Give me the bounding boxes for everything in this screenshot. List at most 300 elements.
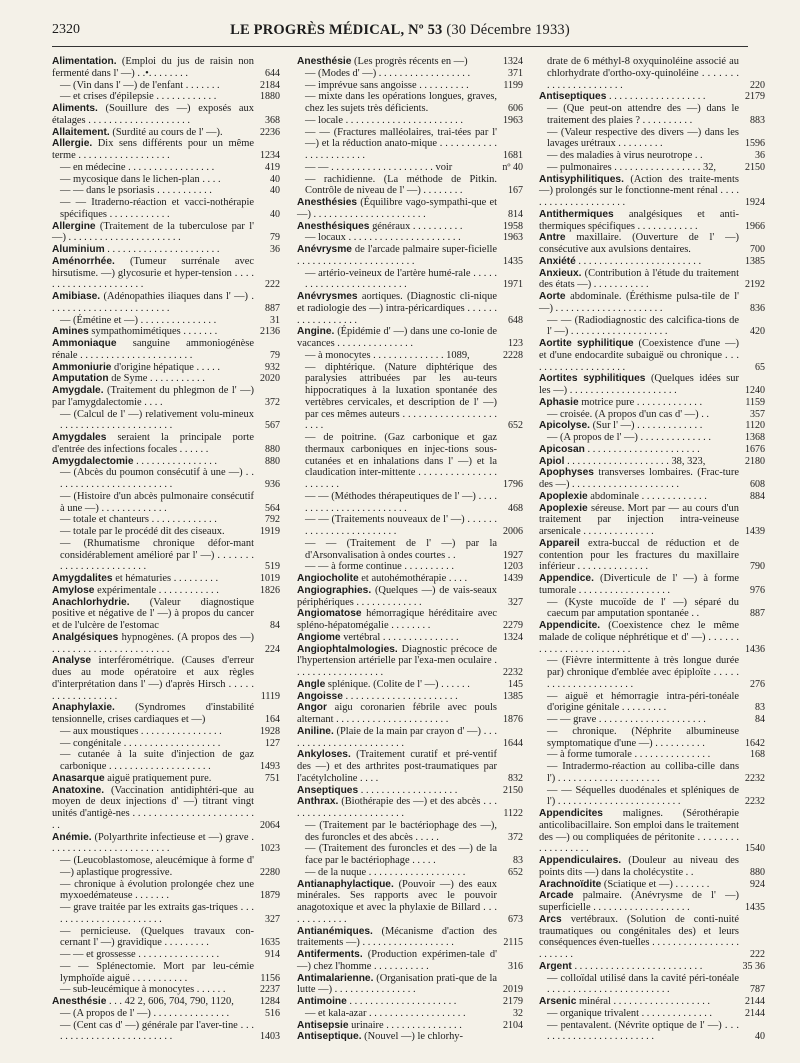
entry-text: vertébral . . . . . . . . . . . . . . . bbox=[340, 631, 459, 643]
entry-text: généraux . . . . . . . . . . bbox=[369, 220, 463, 232]
entry-text: — locaux . . . . . . . . . . . . . . . . . . . . . . bbox=[305, 232, 461, 244]
index-entry bbox=[539, 56, 765, 91]
index-entry bbox=[52, 585, 280, 597]
entry-text: seraient la principale porte d'entrée des infections focales . . . . . . bbox=[52, 432, 254, 455]
index-entry bbox=[52, 632, 280, 656]
entry-page-number: 2150 bbox=[503, 784, 523, 796]
entry-text: — (Kyste mucoïde de l' —) séparé du caecum par amputation spontanée . . bbox=[547, 596, 739, 620]
entry-headword: Argent bbox=[539, 960, 572, 972]
entry-page-number: 652 bbox=[508, 420, 523, 432]
entry-page-number: 79 bbox=[270, 349, 280, 361]
index-entry bbox=[539, 491, 765, 503]
entry-headword: Anesthésiques bbox=[297, 220, 370, 232]
index-entry bbox=[539, 467, 765, 491]
entry-text: sanguine ammoniogénèse rénale . . . . . . . . . . . . . . . . . . . . . . bbox=[52, 338, 254, 361]
entry-text: (Traitement curatif et pré-ventif des —) et des arthrites post-traumatiques par l'acétylcholine . . . . bbox=[297, 749, 497, 784]
entry-text: — (Cent cas d' —) générale par l'aver-tine . . . . . . . . . . . . . . . . . . . . . . . . . bbox=[60, 1019, 254, 1043]
entry-text: d'origine hépatique . . . . . bbox=[111, 361, 220, 373]
entry-page-number: 220 bbox=[750, 79, 765, 91]
entry-text: — — grave . . . . . . . . . . . . . . . . . . . . . bbox=[547, 714, 706, 725]
index-entry bbox=[297, 691, 523, 703]
entry-page-number: 1644 bbox=[503, 737, 523, 749]
entry-page-number: 2232 bbox=[503, 667, 523, 678]
entry-text: (Nouvel —) le chlorhy- bbox=[361, 1031, 463, 1043]
entry-text: (Contribution à l'étude du traitement des états —) . . . . . . . . . . . bbox=[539, 267, 739, 291]
index-entry bbox=[297, 362, 523, 433]
entry-page-number: 1924 bbox=[745, 197, 765, 208]
entry-text: — — à forme continue . . . . . . . . . . bbox=[305, 561, 454, 573]
index-entry bbox=[539, 91, 765, 103]
index-entry bbox=[297, 726, 523, 750]
entry-page-number: 1971 bbox=[503, 279, 523, 291]
index-entry bbox=[297, 232, 523, 244]
entry-headword: Anévrysmes bbox=[297, 291, 358, 302]
entry-text: (Valeur diagnostique positive et négative de l' —) à propos du cancer et de l'ulcère de l'estomac bbox=[52, 596, 254, 631]
index-entry bbox=[52, 785, 280, 832]
entry-page-number: 1876 bbox=[503, 714, 523, 725]
entry-page-number: 1635 bbox=[260, 937, 280, 949]
entry-text: — — Itraderno-réaction et vacci-nothérapie spécifiques . . . . . . . . . . . . bbox=[60, 197, 254, 220]
entry-headword: Allergine bbox=[52, 220, 96, 232]
entry-headword: Amygdale. bbox=[52, 385, 104, 396]
index-entry bbox=[297, 585, 523, 609]
entry-page-number: 2150 bbox=[745, 161, 765, 173]
entry-page-number: 883 bbox=[750, 114, 765, 126]
entry-text: — (Émétine et —) . . . . . . . . . . . . . . . bbox=[60, 314, 217, 326]
entry-page-number: 2236 bbox=[260, 126, 280, 138]
index-entry bbox=[297, 115, 523, 127]
entry-text: — sub-leucémique à monocytes . . . . . . bbox=[60, 984, 226, 996]
index-entry bbox=[52, 655, 280, 702]
entry-page-number: 1284 bbox=[260, 996, 280, 1007]
index-entry bbox=[52, 855, 280, 879]
index-entry bbox=[539, 373, 765, 397]
entry-headword: Anesthésies bbox=[297, 197, 358, 208]
entry-headword: Anseptiques bbox=[297, 784, 359, 796]
entry-text: — totale et chanteurs . . . . . . . . . . . . . bbox=[60, 514, 217, 526]
index-entry bbox=[52, 926, 280, 950]
entry-text: — (Abcès du poumon consécutif à une —) . . . . . . . . . . . . . . . . . . . . . . . . bbox=[60, 467, 254, 490]
entry-page-number: 1019 bbox=[260, 573, 280, 584]
index-entry bbox=[539, 890, 765, 914]
entry-page-number: 2020 bbox=[260, 373, 280, 385]
entry-text: . . . . . . . . . . . . . . . . . . . . . . bbox=[104, 244, 220, 255]
entry-page-number: 1435 bbox=[503, 255, 523, 267]
entry-headword: Allaitement. bbox=[52, 126, 110, 138]
entry-text: et hématuries . . . . . . . . . bbox=[112, 573, 219, 584]
entry-page-number: 168 bbox=[750, 749, 765, 761]
entry-headword: Anémie. bbox=[52, 831, 92, 843]
index-column-3 bbox=[539, 56, 765, 1043]
entry-headword: Aniline. bbox=[297, 725, 334, 737]
entry-text: . . . . . . . . . . . . . . . . . . . . . . . . bbox=[575, 255, 702, 267]
entry-text: abdominale . . . . . . . . . . . . . bbox=[587, 490, 707, 502]
entry-page-number: 1681 bbox=[503, 150, 523, 161]
entry-text: minéral . . . . . . . . . . . . . . . . . . . bbox=[576, 996, 711, 1007]
index-entry bbox=[297, 80, 523, 92]
entry-headword: Aorte bbox=[539, 291, 566, 302]
entry-text: Dix sens différents pour un même terme . . . . . . . . . . . . . . . . . . bbox=[52, 138, 254, 161]
index-entry bbox=[297, 608, 523, 632]
entry-headword: Alimentation. bbox=[52, 56, 117, 67]
entry-text: aigu coronarien fébrile avec pouls alternant . . . . . . . . . . . . . . . . . . . . . . bbox=[297, 702, 497, 725]
index-entry bbox=[297, 162, 523, 174]
entry-page-number: 84 bbox=[270, 620, 280, 631]
index-entry bbox=[52, 362, 280, 374]
entry-page-number: 924 bbox=[750, 878, 765, 890]
entry-text: — — Splénectomie. Mort par leu-cémie lymphoïde aiguë . . . . . . . . . . . bbox=[60, 960, 254, 984]
index-entry bbox=[52, 773, 280, 785]
entry-headword: Anévrysme bbox=[297, 244, 352, 255]
entry-text: — — (Méthodes thérapeutiques de l' —) . . . . . . . . . . . . . . . . . . . . . . . . bbox=[305, 490, 497, 514]
entry-page-number: 1880 bbox=[260, 91, 280, 103]
entry-page-number: 127 bbox=[265, 737, 280, 749]
index-entry bbox=[297, 561, 523, 573]
entry-text: — mycosique dans le lichen-plan . . . . bbox=[60, 173, 221, 185]
entry-text: . . . . . . . . . . . . . . . . . . . . 38, 323, bbox=[564, 455, 706, 467]
entry-page-number: 31 bbox=[270, 314, 280, 326]
entry-page-number: 606 bbox=[508, 103, 523, 114]
entry-page-number: 372 bbox=[508, 831, 523, 843]
index-entry bbox=[539, 761, 765, 785]
entry-headword: Angiomatose bbox=[297, 608, 362, 620]
entry-text: hémorragique héréditaire avec spléno-hépatomégalie . . . . . . . . bbox=[297, 608, 497, 631]
entry-text: hypnogènes. (A propos des —) . . . . . . . . . . . . . . . . . . . . . . . bbox=[52, 631, 254, 655]
index-column-1 bbox=[52, 56, 280, 1043]
entry-page-number: 1122 bbox=[503, 808, 523, 819]
index-entry bbox=[539, 256, 765, 268]
entry-page-number: 164 bbox=[265, 714, 280, 725]
entry-page-number: 32 bbox=[513, 1007, 523, 1019]
entry-text: (Action des traite-ments —) prolongés sur le fonctionne-ment rénal . . . . . . . . . . . . . . . . . . . . . bbox=[539, 173, 739, 208]
index-entry bbox=[297, 949, 523, 973]
entry-text: (Surdité au cours de l' —). bbox=[109, 126, 223, 138]
entry-page-number: 1119 bbox=[260, 690, 280, 702]
index-entry bbox=[297, 1031, 523, 1043]
entry-text: — locale . . . . . . . . . . . . . . . . . . . . . . . bbox=[305, 114, 463, 126]
index-entry bbox=[52, 879, 280, 903]
entry-text: (Épidémie d' —) dans une co-lonie de vacances . . . . . . . . . . . . . . . bbox=[297, 326, 497, 349]
index-entry bbox=[52, 185, 280, 197]
page-number: 2320 bbox=[52, 22, 80, 37]
entry-text: transverses lombaires. (Frac-ture des —) . . . . . . . . . . . . . . . . . . . . . bbox=[539, 467, 739, 490]
entry-page-number: 1368 bbox=[745, 432, 765, 443]
index-entry bbox=[539, 879, 765, 891]
entry-text: (Biothérapie des —) et des abcès . . . . . . . . . . . . . . . . . . . . . . . . bbox=[297, 796, 497, 819]
index-entry bbox=[297, 867, 523, 879]
entry-page-number: 1958 bbox=[503, 220, 523, 232]
entry-text: — imprévue sans angoisse . . . . . . . . . . bbox=[305, 79, 469, 91]
index-entry bbox=[52, 291, 280, 315]
entry-page-number: 2192 bbox=[745, 279, 765, 291]
entry-page-number: 84 bbox=[755, 714, 765, 725]
entry-headword: Antiferments. bbox=[297, 949, 363, 960]
entry-headword: Aménorrhée. bbox=[52, 255, 115, 267]
entry-page-number: 700 bbox=[750, 244, 765, 255]
index-entry bbox=[297, 514, 523, 538]
entry-page-number: 83 bbox=[513, 855, 523, 866]
index-entry bbox=[297, 538, 523, 562]
entry-page-number: 652 bbox=[508, 866, 523, 878]
entry-text: — — dans le psoriasis . . . . . . . . . . . bbox=[60, 185, 212, 197]
entry-page-number: 1826 bbox=[260, 584, 280, 596]
entry-page-number: 2144 bbox=[745, 996, 765, 1007]
entry-text: (Traitement de la tuberculose par l' —) . . . . . . . . . . . . . . . . . . . . . . bbox=[52, 220, 254, 244]
index-entry bbox=[539, 268, 765, 292]
issue-date: (30 Décembre 1933) bbox=[446, 22, 570, 38]
entry-page-number: 1199 bbox=[503, 79, 523, 91]
entry-page-number: 1540 bbox=[745, 843, 765, 855]
index-entry bbox=[52, 162, 280, 174]
index-entry bbox=[52, 832, 280, 856]
index-entry bbox=[539, 174, 765, 209]
entry-headword: Antianémiques. bbox=[297, 925, 373, 937]
index-entry bbox=[297, 632, 523, 644]
index-entry bbox=[52, 902, 280, 926]
entry-page-number: 932 bbox=[265, 361, 280, 373]
issue-number: Nº 53 bbox=[408, 22, 443, 38]
entry-text: — chronique. (Néphrite albumineuse symptomatique d'une —) . . . . . . . . . . bbox=[547, 725, 739, 749]
index-entry bbox=[52, 1008, 280, 1020]
entry-headword: Appendicites bbox=[539, 808, 603, 819]
entry-text: — (A propos de l' —) . . . . . . . . . . . . . . . bbox=[60, 1007, 230, 1019]
entry-headword: Aluminium bbox=[52, 244, 105, 255]
entry-text: — (Leucoblastomose, aleucémique à forme d' —) aplastique progressive. bbox=[60, 855, 254, 878]
entry-page-number: 1963 bbox=[503, 232, 523, 244]
entry-text: de l'arcade palmaire super-ficielle . . . . . . . . . . . . . . . . . . . . . . . bbox=[297, 244, 497, 267]
entry-headword: Arcade bbox=[539, 890, 574, 902]
entry-headword: Anthrax. bbox=[297, 796, 339, 808]
entry-headword: Anachlorhydrie. bbox=[52, 596, 130, 608]
entry-text: urinaire . . . . . . . . . . . . . . . bbox=[348, 1019, 462, 1031]
entry-text: (Sciatique et —) . . . . . . . bbox=[601, 878, 710, 890]
entry-text: — — (Fractures malléolaires, trai-tées par l' —) et la réduction anato-mique . . . . . . . . . . . . . . . . . . . . . . . bbox=[305, 126, 497, 161]
index-entry bbox=[297, 174, 523, 198]
entry-headword: Angle bbox=[297, 678, 326, 690]
index-entry bbox=[539, 291, 765, 315]
entry-text: — — et grossesse . . . . . . . . . . . . . . . . bbox=[60, 949, 220, 960]
index-entry bbox=[539, 749, 765, 761]
entry-page-number: 83 bbox=[755, 702, 765, 714]
entry-text: — pernicieuse. (Quelques travaux con-cernant l' —) gravidique . . . . . . . . . bbox=[60, 925, 254, 949]
entry-text: — (Modes d' —) . . . . . . . . . . . . . . . . . . bbox=[305, 67, 471, 79]
entry-page-number: 914 bbox=[265, 949, 280, 960]
entry-text: (Traitement du phlegmon de l' —) par l'amygdalectomie . . . . bbox=[52, 385, 254, 408]
index-entry bbox=[297, 350, 523, 362]
page-header bbox=[52, 22, 748, 46]
entry-page-number: nº 40 bbox=[502, 161, 523, 173]
entry-page-number: 145 bbox=[508, 678, 523, 690]
index-entry bbox=[52, 467, 280, 491]
index-entry bbox=[52, 1020, 280, 1044]
index-entry bbox=[539, 691, 765, 715]
index-entry bbox=[297, 679, 523, 691]
entry-page-number: 1385 bbox=[503, 690, 523, 702]
entry-headword: Apoplexie bbox=[539, 490, 588, 502]
entry-text: (Équilibre vago-sympathi-que et —) . . . . . . . . . . . . . . . . . . . . . . bbox=[297, 197, 497, 220]
entry-page-number: 1676 bbox=[745, 443, 765, 455]
entry-headword: Angoisse bbox=[297, 690, 343, 702]
index-entry bbox=[52, 385, 280, 409]
entry-text: — de poitrine. (Gaz carbonique et gaz thermaux carboniques en injec-tions sous-cutanées et en inhalations dans l' —) et la claudication inter-mittente . . . . . . . . . . . . . . . . . . . . . . bbox=[305, 432, 497, 490]
entry-page-number: 1403 bbox=[260, 1031, 280, 1043]
entry-headword: Antiseptique. bbox=[297, 1031, 362, 1043]
entry-headword: Angiome bbox=[297, 631, 341, 643]
entry-page-number: 224 bbox=[265, 643, 280, 655]
entry-text: — — . . . . . . . . . . . . . . . . . . . . voir bbox=[305, 161, 453, 173]
entry-text: — — Séquelles duodénales et spléniques de l') . . . . . . . . . . . . . . . . . . . . . . . . bbox=[547, 784, 739, 808]
index-entry bbox=[539, 597, 765, 621]
entry-headword: Apicolyse. bbox=[539, 420, 590, 432]
index-entry bbox=[297, 221, 523, 233]
entry-text: — — (Traitements nouveaux de l' —) . . . . . . . . . . . . . . . . . . . . . . . . bbox=[305, 514, 497, 537]
entry-page-number: 2064 bbox=[260, 819, 280, 831]
index-entry bbox=[297, 796, 523, 820]
entry-headword: Analgésiques bbox=[52, 631, 119, 643]
index-entry bbox=[539, 914, 765, 961]
entry-text: — aiguë et hémorragie intra-péri-tonéale d'origine génitale . . . . . . . . . bbox=[547, 690, 739, 714]
entry-page-number: 368 bbox=[265, 114, 280, 126]
entry-text: — (Traitement des furoncles et des —) de la face par le bactériophage . . . . . bbox=[305, 843, 497, 866]
entry-headword: Apicosan bbox=[539, 443, 585, 455]
entry-page-number: 1156 bbox=[260, 972, 280, 984]
index-entry bbox=[297, 702, 523, 726]
entry-headword: Ammoniaque bbox=[52, 338, 117, 349]
entry-page-number: 316 bbox=[508, 960, 523, 972]
index-entry bbox=[52, 702, 280, 726]
entry-text: (Coexistence chez le même malade de colique néphrétique et d' —) . . . . . . . . . . . . . . . . . . . . . . . . bbox=[539, 620, 739, 655]
entry-page-number: 2136 bbox=[260, 326, 280, 338]
entry-headword: Antianaphylactique. bbox=[297, 878, 394, 890]
index-entry bbox=[52, 491, 280, 515]
index-entry bbox=[297, 326, 523, 350]
entry-page-number: 2232 bbox=[745, 796, 765, 808]
entry-headword: Angiocholite bbox=[297, 573, 359, 584]
index-entry bbox=[52, 174, 280, 186]
entry-text: (Diverticule de l' —) à forme tumorale . . . . . . . . . . . . . . . . . . bbox=[539, 573, 739, 596]
index-entry bbox=[52, 409, 280, 433]
entry-page-number: 1796 bbox=[503, 479, 523, 490]
index-entry bbox=[539, 538, 765, 573]
entry-page-number: 1385 bbox=[745, 255, 765, 267]
entry-page-number: 2228 bbox=[503, 349, 523, 361]
entry-text: expérimentale . . . . . . . . . . . . bbox=[94, 584, 219, 596]
entry-text: (Quelques idées sur les —) . . . . . . . . . . . . . . . . . . . . . bbox=[539, 373, 739, 396]
entry-headword: Amylose bbox=[52, 584, 95, 596]
index-entry bbox=[539, 209, 765, 233]
entry-headword: Antre bbox=[539, 232, 566, 244]
entry-headword: Angiophtalmologies. bbox=[297, 643, 398, 655]
entry-page-number: 2279 bbox=[503, 620, 523, 631]
entry-page-number: 35 36 bbox=[742, 960, 765, 972]
entry-page-number: 1879 bbox=[260, 890, 280, 902]
entry-text: (Coexistence d'une —) et d'une endocardite subaiguë ou chronique . . . . . . . . . . . . . . . . . . . . bbox=[539, 338, 739, 373]
entry-text: maxillaire. (Ouverture de l' —) consécutive aux avulsions dentaires. bbox=[539, 232, 739, 255]
index-entry bbox=[297, 820, 523, 844]
entry-text: — Intradermo-réaction au colliba-cille dans l') . . . . . . . . . . . . . . . . . . . . bbox=[547, 761, 739, 784]
index-entry bbox=[297, 268, 523, 292]
entry-text: . . . . . . . . . . . . . . . . bbox=[133, 455, 218, 467]
entry-headword: Arsenic bbox=[539, 996, 577, 1007]
entry-text: aortiques. (Diagnostic cli-nique et radiologie des —) intra-péricardiques . . . . . . . . . . . . . . . . . . bbox=[297, 291, 497, 326]
entry-headword: Analyse bbox=[52, 655, 92, 667]
entry-headword: Ammoniurie bbox=[52, 361, 112, 373]
index-entry bbox=[539, 338, 765, 373]
entry-text: — artério-veineux de l'artère humé-rale . . . . . . . . . . . . . . . . . . . . . . . . . bbox=[305, 267, 497, 291]
index-entry bbox=[539, 315, 765, 339]
index-entry bbox=[539, 785, 765, 809]
index-entry bbox=[52, 256, 280, 291]
entry-text: — (Vin dans l' —) de l'enfant . . . . . . . bbox=[60, 79, 220, 91]
entry-headword: Angiographies. bbox=[297, 584, 372, 596]
entry-page-number: 887 bbox=[265, 302, 280, 314]
journal-title bbox=[52, 22, 748, 39]
index-entry bbox=[539, 444, 765, 456]
index-entry bbox=[539, 808, 765, 855]
entry-headword: Antimalarienne. bbox=[297, 972, 374, 984]
index-entry bbox=[539, 996, 765, 1008]
entry-headword: Amygdales bbox=[52, 432, 107, 443]
entry-headword: Aortites syphilitiques bbox=[539, 373, 646, 385]
entry-page-number: 1159 bbox=[745, 396, 765, 408]
entry-text: . . . . . . . . . . . . . . . . . . . bbox=[606, 91, 706, 103]
entry-headword: Appendice. bbox=[539, 573, 594, 584]
entry-page-number: 1234 bbox=[260, 150, 280, 161]
index-entry bbox=[539, 456, 765, 468]
entry-text: (Production expérimen-tale d' —) chez l'homme . . . . . . . . . . . bbox=[297, 949, 497, 972]
entry-text: (Plaie de la main par crayon d' —) . . . . . . . . . . . . . . . . . . . . . . . . bbox=[297, 725, 497, 749]
entry-text: palmaire. (Anévrysme de l' —) superficielle . . . . . . . . . . . . . . . . . . . bbox=[539, 890, 739, 913]
entry-text: — totale par le procédé dit des ciseaux. bbox=[60, 526, 225, 537]
entry-text: . . . . . . . . . . . . . . . . . . . bbox=[358, 784, 458, 796]
index-entry bbox=[52, 373, 280, 385]
entry-page-number: 2179 bbox=[745, 91, 765, 103]
entry-page-number: 36 bbox=[270, 244, 280, 255]
index-entry bbox=[539, 127, 765, 151]
entry-text: . . . . . . . . . . . . . . . . . . . . . . bbox=[342, 690, 458, 702]
entry-headword: Antithermiques bbox=[539, 208, 614, 220]
entry-page-number: 644 bbox=[265, 67, 280, 79]
index-entry bbox=[52, 456, 280, 468]
entry-text: . . . . . . . . . . . . . . . . . . . . . . bbox=[584, 443, 700, 455]
index-column-2 bbox=[297, 56, 523, 1043]
entry-headword: Aliments. bbox=[52, 103, 98, 114]
entry-text: — (Histoire d'un abcès pulmonaire consécutif à une —) . . . . . . . . . . . . . bbox=[60, 490, 254, 514]
entry-text: aiguë pratiquement pure. bbox=[104, 772, 212, 784]
entry-headword: Apoplexie bbox=[539, 502, 588, 514]
index-entry bbox=[297, 785, 523, 797]
index-entry bbox=[52, 197, 280, 221]
entry-headword: Arcs bbox=[539, 913, 562, 925]
entry-page-number: 2019 bbox=[503, 984, 523, 996]
entry-text: — aux moustiques . . . . . . . . . . . . . . . . bbox=[60, 725, 222, 737]
entry-page-number: 1120 bbox=[745, 420, 765, 432]
index-entry bbox=[297, 197, 523, 221]
entry-text: — pentavalent. (Névrite optique de l' —) . . . . . . . . . . . . . . . . . . . . . . . . bbox=[547, 1019, 739, 1043]
entry-text: interférométrique. (Causes d'erreur dues au mode opératoire et aux règles d'interprétation dans l' —) d'après Hirsch . . . . . . . . . . . . . . . . . . bbox=[52, 655, 254, 702]
entry-page-number: 2115 bbox=[503, 937, 523, 949]
index-entry bbox=[297, 244, 523, 268]
entry-text: splénique. (Colite de l' —) . . . . . . bbox=[325, 678, 470, 690]
entry-text: — (A propos de l' —) . . . . . . . . . . . . . . bbox=[547, 432, 711, 443]
entry-page-number: 79 bbox=[270, 232, 280, 244]
index-entry bbox=[297, 291, 523, 326]
entry-headword: Anaphylaxie. bbox=[52, 702, 115, 714]
entry-page-number: 65 bbox=[755, 361, 765, 373]
index-entry bbox=[539, 573, 765, 597]
entry-text: vertébraux. (Solution de conti-nuité traumatiques ou congénitales des) et leurs conséquences éven-tuelles . . . . . . . . . . . . . . . . . . . . . . . . bbox=[539, 913, 739, 960]
index-entry bbox=[52, 749, 280, 773]
